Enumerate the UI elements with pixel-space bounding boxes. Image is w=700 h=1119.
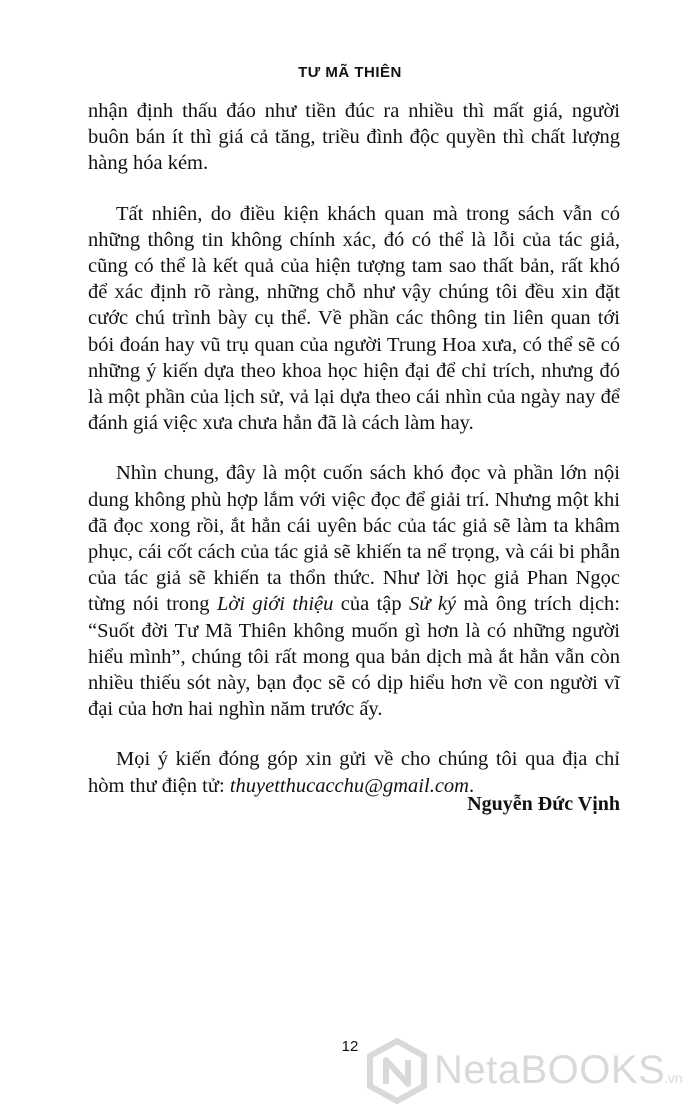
email-address: thuyetthucacchu@gmail.com	[229, 774, 469, 797]
paragraph-3-text-a: Nhìn chung, đây là một cuốn sách khó đọc và phần lớn nội dung không phù hợp lắm với việc đọc để giải trí. Nhưng một khi đã đọc xong rồi, ắt hẳn cái uyên bác của tác giả sẽ làm ta khâm phục, cái cốt cách của tác giả sẽ khiến ta nể trọng, và cái bi phẫn của tác giả sẽ khiến ta thổn thức. Như lời học giả Phan Ngọc từng nói trong	[88, 462, 620, 616]
paragraph-4-text-a: Mọi ý kiến đóng góp xin gửi về cho chúng tôi qua địa chỉ hòm thư điện tử:	[88, 748, 620, 797]
paragraph-1: nhận định thấu đáo như tiền đúc ra nhiều thì mất giá, người buôn bán ít thì giá cả tăng, triều đình độc quyền thì chất lượng hàng hóa kém.	[88, 100, 620, 175]
running-head: TƯ MÃ THIÊN	[298, 64, 402, 81]
body-text	[88, 98, 620, 823]
page-number: 12	[341, 1038, 359, 1055]
paragraph-4	[88, 746, 620, 798]
paragraph-3	[88, 460, 620, 722]
paragraph-3-text-b: của tập	[333, 593, 410, 616]
watermark-brand-text: NetaBOOKS	[434, 1048, 666, 1092]
paragraph-2: Tất nhiên, do điều kiện khách quan mà trong sách vẫn có những thông tin không chính xác, đó có thể là lỗi của tác giả, cũng có thể là kết quả của hiện tượng tam sao thất bản, rất khó để xác định rõ ràng, những chỗ như vậy chúng tôi đều xin đặt cước chú trình bày cụ thể. Về phần các thông tin liên quan tới bói đoán hay vũ trụ quan của người Trung Hoa xưa, có thể sẽ có những ý kiến dựa theo khoa học hiện đại để chỉ trích, nhưng đó là một phần của lịch sử, vả lại dựa theo cái nhìn của ngày nay để đánh giá việc xưa chưa hẳn đã là cách làm hay.	[88, 202, 620, 435]
author-signature: Nguyễn Đức Vịnh	[467, 793, 620, 815]
watermark	[364, 1030, 694, 1110]
book-title-loi-gioi-thieu: Lời giới thiệu	[216, 593, 334, 616]
watermark-domain-suffix: .vn	[664, 1070, 683, 1086]
paragraph-4-text-b: .	[468, 774, 475, 797]
paragraph-3-text-c: mà ông trích dịch: “Suốt đời Tư Mã Thiên không muốn gì hơn là có những người hiểu mình”, chúng tôi rất mong qua bản dịch mà ắt hẳn vẫn còn nhiều thiếu sót này, bạn đọc sẽ có dịp hiểu hơn về con người vĩ đại của hơn hai nghìn năm trước ấy.	[88, 593, 621, 721]
netabooks-logo-icon	[366, 1038, 428, 1104]
book-title-su-ky: Sử ký	[409, 593, 457, 616]
